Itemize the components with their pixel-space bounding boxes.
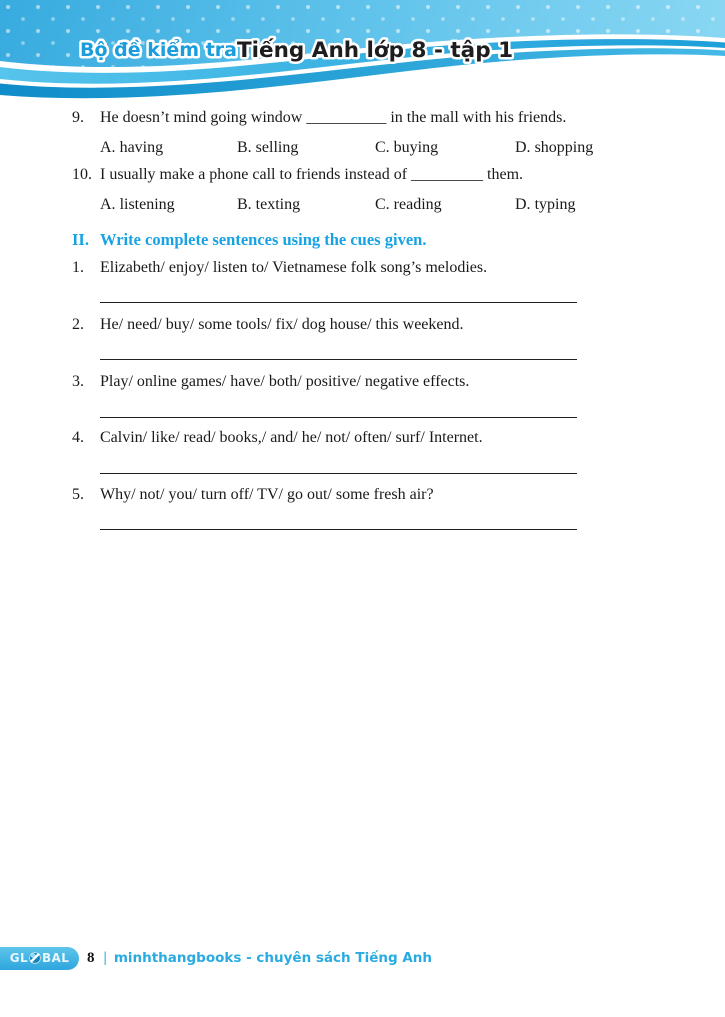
item-number: 2. [72, 316, 84, 333]
option-c: C. buying [375, 139, 439, 156]
cue-item-3 [72, 373, 662, 392]
option-a: A. listening [100, 196, 175, 213]
item-number: 1. [72, 259, 84, 276]
cue-item-1 [72, 259, 662, 278]
item-text: Play/ online games/ have/ both/ positive/ negative effects. [100, 373, 470, 390]
option-d: D. shopping [515, 139, 594, 156]
header-series-label: Bộ đề kiểm tra [80, 39, 237, 61]
item-text: Elizabeth/ enjoy/ listen to/ Vietnamese folk song’s melodies. [100, 259, 488, 276]
answer-line-3 [100, 417, 577, 418]
question-9-options [100, 139, 700, 159]
answer-line-2 [100, 359, 577, 360]
question-10 [72, 166, 662, 185]
answer-line-1 [100, 302, 577, 303]
option-a: A. having [100, 139, 164, 156]
question-number: 9. [72, 109, 84, 126]
brand-text-right: BAL [42, 951, 70, 965]
answer-line-5 [100, 529, 577, 530]
item-number: 5. [72, 486, 84, 503]
section-2-heading [72, 230, 662, 250]
question-number: 10. [72, 166, 92, 183]
header-wave-graphic [0, 0, 725, 100]
footer-divider: | [103, 949, 107, 966]
page-header [0, 0, 725, 100]
option-b: B. selling [237, 139, 299, 156]
item-text: Why/ not/ you/ turn off/ TV/ go out/ some fresh air? [100, 486, 434, 503]
global-logo-badge [0, 947, 79, 970]
question-text: He doesn’t mind going window __________ in the mall with his friends. [100, 109, 567, 126]
page-number: 8 [87, 949, 95, 966]
cue-item-4 [72, 429, 662, 448]
question-10-options [100, 196, 700, 216]
publisher-caption: minhthangbooks - chuyên sách Tiếng Anh [113, 950, 432, 966]
page-footer [0, 946, 432, 970]
option-d: D. typing [515, 196, 576, 213]
option-b: B. texting [237, 196, 301, 213]
item-number: 3. [72, 373, 84, 390]
cue-item-5 [72, 486, 662, 505]
option-c: C. reading [375, 196, 442, 213]
question-9 [72, 109, 662, 128]
answer-line-4 [100, 473, 577, 474]
item-number: 4. [72, 429, 84, 446]
brand-text-left: GL [9, 951, 28, 965]
cue-item-2 [72, 316, 662, 335]
header-book-title: Tiếng Anh lớp 8 - tập 1 [237, 38, 514, 63]
section-title: Write complete sentences using the cues given. [100, 230, 427, 249]
question-text: I usually make a phone call to friends instead of _________ them. [100, 166, 524, 183]
section-number: II. [72, 230, 89, 249]
globe-icon [29, 952, 41, 964]
item-text: Calvin/ like/ read/ books,/ and/ he/ not/ often/ surf/ Internet. [100, 429, 483, 446]
item-text: He/ need/ buy/ some tools/ fix/ dog house/ this weekend. [100, 316, 464, 333]
